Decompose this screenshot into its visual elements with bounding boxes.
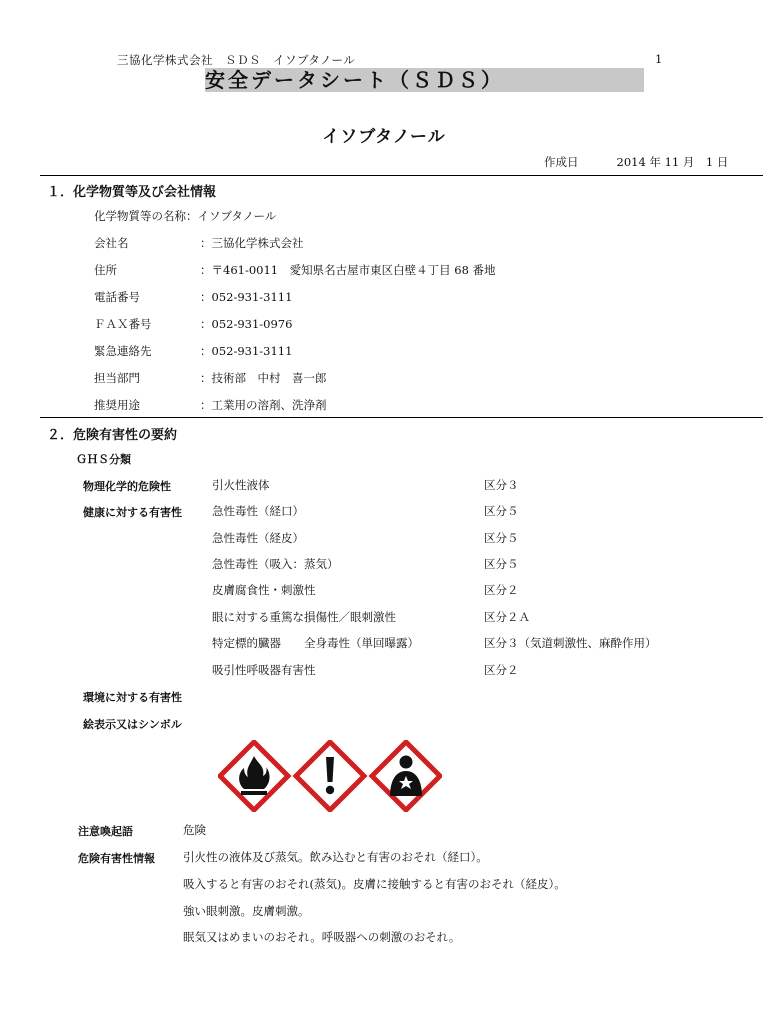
title-banner: 安全データシート（ＳＤＳ） bbox=[205, 68, 644, 92]
info-label: 会社名 bbox=[94, 236, 129, 250]
info-row bbox=[94, 208, 276, 224]
info-label: 化学物質等の名称 bbox=[94, 209, 186, 223]
section2-heading: ２．危険有害性の要約 bbox=[47, 428, 178, 443]
info-value: ：イソブタノール bbox=[186, 209, 277, 223]
info-value: ：052-931-3111 bbox=[200, 290, 293, 304]
info-value: ：三協化学株式会社 bbox=[200, 236, 304, 250]
hazard-statement: 強い眼刺激。皮膚刺激。 bbox=[183, 904, 310, 918]
ghs-category: 区分３ bbox=[484, 478, 519, 492]
symbols-label: 絵表示又はシンボル bbox=[83, 718, 182, 731]
info-row bbox=[94, 235, 304, 251]
ghs-category: 区分５ bbox=[484, 531, 519, 545]
ghs-hazard: 引火性液体 bbox=[212, 478, 270, 492]
ghs-category: 区分２ bbox=[484, 663, 519, 677]
info-value: ：052-931-3111 bbox=[200, 344, 293, 358]
health-hazard-label: 健康に対する有害性 bbox=[83, 506, 182, 519]
hazard-info-label: 危険有害性情報 bbox=[78, 852, 155, 865]
info-row bbox=[94, 316, 292, 332]
info-label: 緊急連絡先 bbox=[94, 344, 152, 358]
info-row bbox=[94, 343, 292, 359]
info-row bbox=[94, 370, 327, 386]
ghs-hazard: 皮膚腐食性・刺激性 bbox=[212, 583, 316, 597]
info-row bbox=[94, 289, 292, 305]
info-row bbox=[94, 262, 496, 278]
ghs-hazard: 眼に対する重篤な損傷性／眼刺激性 bbox=[212, 610, 396, 624]
info-label: ＦＡＸ番号 bbox=[94, 317, 152, 331]
ghs-hazard: 急性毒性（経口） bbox=[212, 504, 304, 518]
hazard-statement: 吸入すると有害のおそれ(蒸気)。皮膚に接触すると有害のおそれ（経皮）。 bbox=[183, 877, 566, 891]
info-value: ：工業用の溶剤、洗浄剤 bbox=[200, 398, 327, 412]
signal-word: 危険 bbox=[183, 823, 206, 837]
info-value: ：〒461-0011 愛知県名古屋市東区白壁４丁目 68 番地 bbox=[200, 263, 496, 277]
ghs-category: 区分２Ａ bbox=[484, 610, 530, 624]
divider bbox=[40, 175, 763, 176]
section1-heading: １．化学物質等及び会社情報 bbox=[47, 185, 217, 200]
created-label: 作成日 bbox=[544, 155, 579, 169]
created-date bbox=[544, 154, 728, 170]
ghs-hazard: 特定標的臓器 全身毒性（単回曝露） bbox=[212, 636, 419, 650]
ghs-hazard: 急性毒性（吸入：蒸気） bbox=[212, 557, 339, 571]
ghs-category: 区分２ bbox=[484, 583, 519, 597]
ghs-hazard: 急性毒性（経皮） bbox=[212, 531, 304, 545]
page-number: 1 bbox=[655, 52, 663, 66]
hazard-statement: 引火性の液体及び蒸気。飲み込むと有害のおそれ（経口）。 bbox=[183, 850, 488, 864]
ghs-hazard: 吸引性呼吸器有害性 bbox=[212, 663, 316, 677]
hazard-statement: 眠気又はめまいのおそれ。呼吸器への刺激のおそれ。 bbox=[183, 930, 461, 944]
exclamation-icon bbox=[296, 742, 364, 810]
flame-icon bbox=[220, 742, 288, 810]
ghs-pictograms bbox=[218, 740, 442, 812]
physical-hazard-label: 物理化学的危険性 bbox=[83, 480, 171, 493]
info-label: 住所 bbox=[94, 263, 117, 277]
signal-word-label: 注意喚起語 bbox=[78, 825, 133, 838]
info-value: ：技術部 中村 喜一郎 bbox=[200, 371, 327, 385]
info-label: 推奨用途 bbox=[94, 398, 140, 412]
health-hazard-icon bbox=[372, 742, 440, 810]
ghs-category: 区分５ bbox=[484, 504, 519, 518]
created-value: 2014 年 11 月 1 日 bbox=[616, 155, 729, 169]
document-header: 三協化学株式会社 ＳＤＳ イソブタノール bbox=[117, 53, 356, 67]
info-row bbox=[94, 397, 327, 413]
product-name: イソブタノール bbox=[322, 127, 446, 147]
info-value: ：052-931-0976 bbox=[200, 317, 293, 331]
ghs-category: 区分３（気道刺激性、麻酔作用） bbox=[484, 636, 657, 650]
ghs-heading: ＧＨＳ分類 bbox=[76, 453, 131, 466]
divider bbox=[40, 417, 763, 418]
environment-hazard-label: 環境に対する有害性 bbox=[83, 691, 182, 704]
ghs-category: 区分５ bbox=[484, 557, 519, 571]
info-label: 電話番号 bbox=[94, 290, 140, 304]
info-label: 担当部門 bbox=[94, 371, 140, 385]
